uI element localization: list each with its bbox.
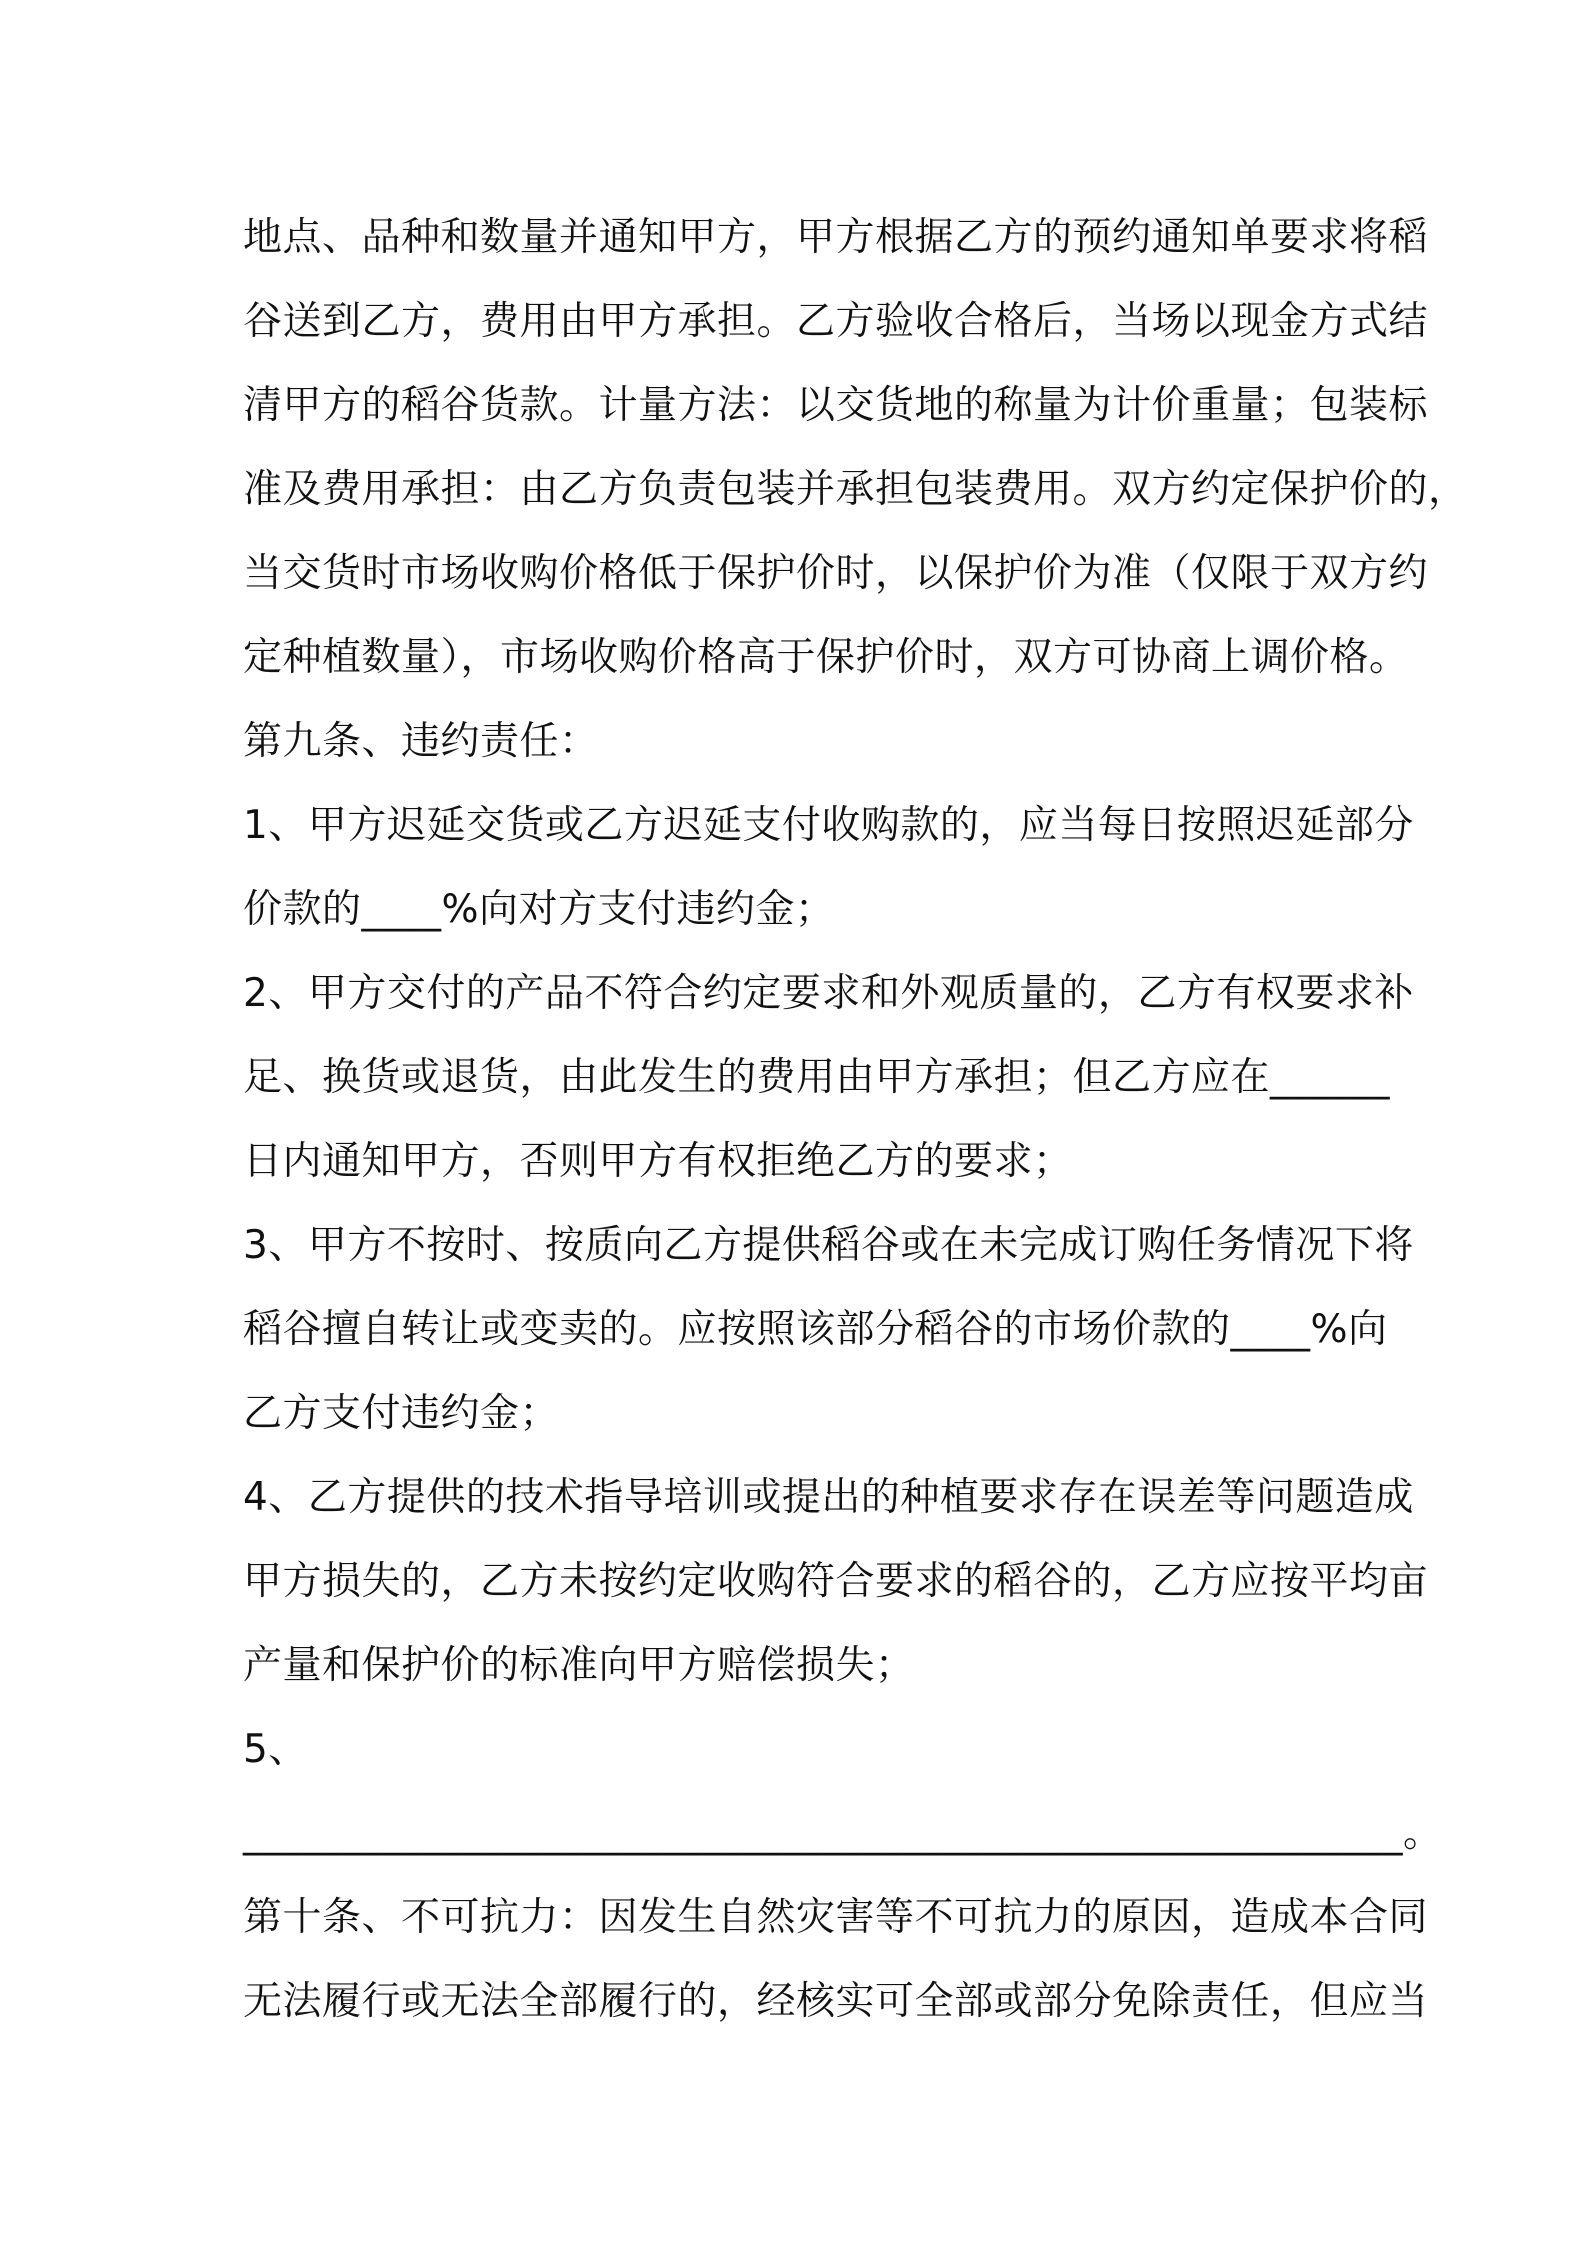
text-line: 3、甲方不按时、按质向乙方提供稻谷或在未完成订购任务情况下将 [243, 1223, 1414, 1268]
text-line: 无法履行或无法全部履行的，经核实可全部或部分免除责任，但应当 [243, 1979, 1429, 2024]
text-line: 价款的____%向对方支付违约金； [243, 887, 835, 932]
text-line: 1、甲方迟延交货或乙方迟延支付收购款的，应当每日按照迟延部分 [243, 803, 1414, 848]
article-heading: 第十条、不可抗力：因发生自然灾害等不可抗力的原因，造成本合同 [243, 1895, 1429, 1940]
text-line: 清甲方的稻谷货款。计量方法：以交货地的称量为计价重量；包装标 [243, 383, 1429, 428]
text-line: 5、 [243, 1727, 308, 1772]
text-line: 稻谷擅自转让或变卖的。应按照该部分稻谷的市场价款的____%向 [243, 1307, 1388, 1352]
article-heading: 第九条、违约责任： [243, 719, 599, 764]
text-line: 准及费用承担：由乙方负责包装并承担包装费用。双方约定保护价的， [243, 467, 1468, 512]
text-line: 2、甲方交付的产品不符合约定要求和外观质量的，乙方有权要求补 [243, 971, 1414, 1016]
text-line: 地点、品种和数量并通知甲方，甲方根据乙方的预约通知单要求将稻 [243, 215, 1429, 260]
text-line: 日内通知甲方，否则甲方有权拒绝乙方的要求； [243, 1139, 1073, 1184]
text-line: 4、乙方提供的技术指导培训或提出的种植要求存在误差等问题造成 [243, 1475, 1414, 1520]
blank-fill-line: __________________________________________________________。 [243, 1811, 1443, 1856]
text-line: 当交货时市场收购价格低于保护价时，以保护价为准（仅限于双方约 [243, 551, 1429, 596]
text-line: 定种植数量），市场收购价格高于保护价时，双方可协商上调价格。 [243, 635, 1409, 680]
text-line: 乙方支付违约金； [243, 1391, 560, 1436]
text-line: 足、换货或退货，由此发生的费用由甲方承担；但乙方应在______ [243, 1055, 1391, 1100]
contract-text-block [243, 196, 1468, 2044]
text-line: 产量和保护价的标准向甲方赔偿损失； [243, 1643, 915, 1688]
text-line: 谷送到乙方，费用由甲方承担。乙方验收合格后，当场以现金方式结 [243, 299, 1429, 344]
text-line: 甲方损失的，乙方未按约定收购符合要求的稻谷的，乙方应按平均亩 [243, 1559, 1429, 1604]
